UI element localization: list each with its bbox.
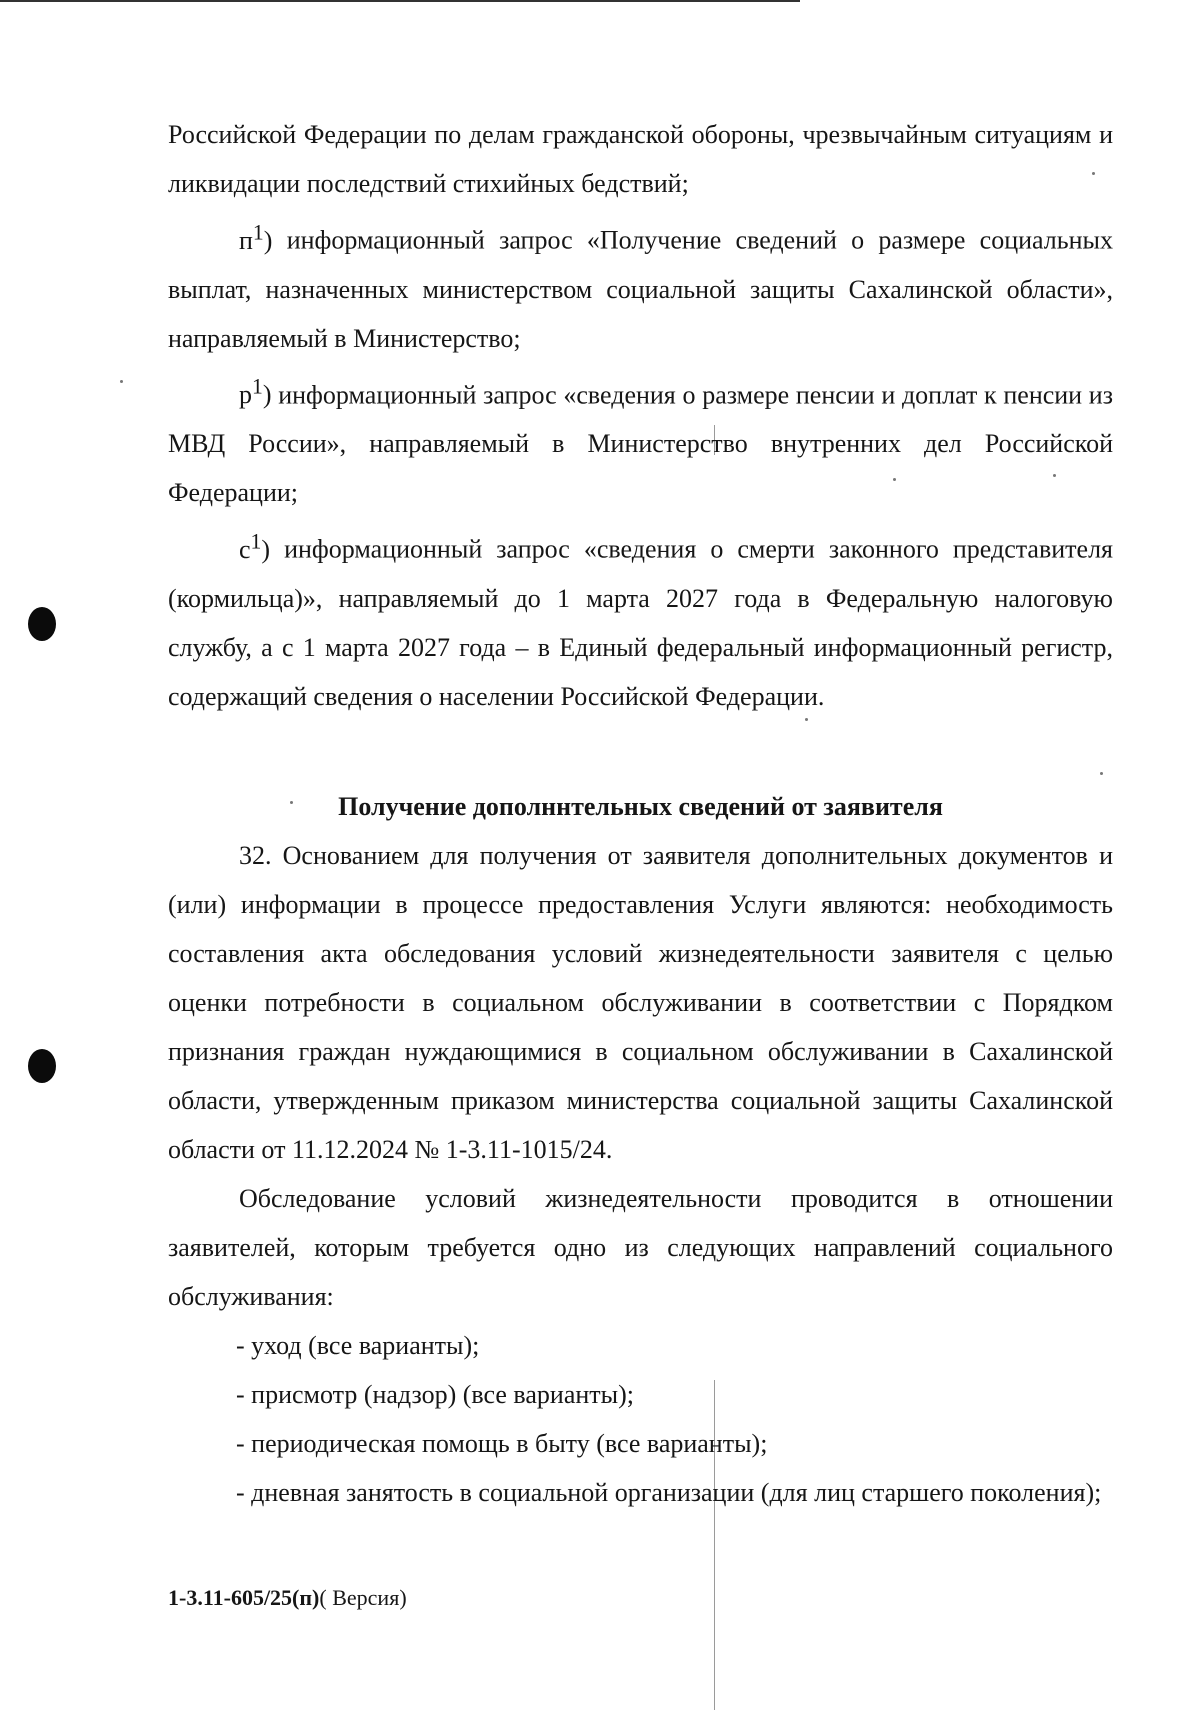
section-heading: Получение дополннтельных сведений от заявителя [338,792,943,821]
list-item: - уход (все варианты); [236,1331,480,1360]
item-marker-p: $п^1$) [239,220,273,255]
paragraph-item-s1: $с^1$) информационный запрос «сведения о смерти законного представителя (кормильца)», направляемый до 1 марта 2027 года в Федеральную налоговую службу, а с 1 марта 2027 года – в Единый федеральный информационный регистр, содержащий сведения о населении Российской Федерации. [168,529,1114,711]
paragraph-item-p1: $п^1$) информационный запрос «Получение сведений о размере социальных выплат, назначенных министерством социальной защиты Сахалинской области», направляемый в Министерство; [168,220,1114,353]
paragraph-clause-32: 32. Основанием для получения от заявителя дополнительных документов и (или) информации в процессе предоставления Услуги являются: необходимость составления акта обследования условий жизнедеятельности заявителя с целью оценки потребности в социальном обслуживании в соответствии с Порядком признания граждан нуждающимися в социальном обслуживании в Сахалинской области, утвержденным приказом министерства социальной защиты Сахалинской области от 11.12.2024 № 1-3.11-1015/24. [168,841,1113,1164]
document-footer [168,1583,407,1613]
punch-hole-mark [28,607,56,641]
list-item: - присмотр (надзор) (все варианты); [236,1380,634,1409]
list-item: - периодическая помощь в быту (все варианты); [236,1429,768,1458]
body-text-top [168,110,1113,721]
document-version: ( Версия) [319,1585,407,1610]
scan-speck [120,380,123,383]
list-item: - дневная занятость в социальной организации (для лиц старшего поколения); [236,1478,1102,1507]
item-marker-r: $р^1$) [239,374,272,410]
paragraph-item-r1: $р^1$) информационный запрос «сведения о размере пенсии и доплат к пенсии из МВД России», направляемый в Министерство внутренних дел Российской Федерации; [168,374,1113,508]
body-text-section [168,831,1113,1517]
item-marker-s: $с^1$) [239,529,271,564]
top-edge-rule [0,0,800,2]
paragraph-inspection: Обследование условий жизнедеятельности проводится в отношении заявителей, которым требуется одно из следующих направлений социального обслуживания: [168,1184,1113,1311]
paragraph-continuation: Российской Федерации по делам гражданской обороны, чрезвычайным ситуациям и ликвидации последствий стихийных бедствий; [168,120,1113,198]
punch-hole-mark [28,1049,56,1083]
document-code: 1-3.11-605/25(п) [168,1585,320,1610]
scan-speck [1100,772,1103,775]
